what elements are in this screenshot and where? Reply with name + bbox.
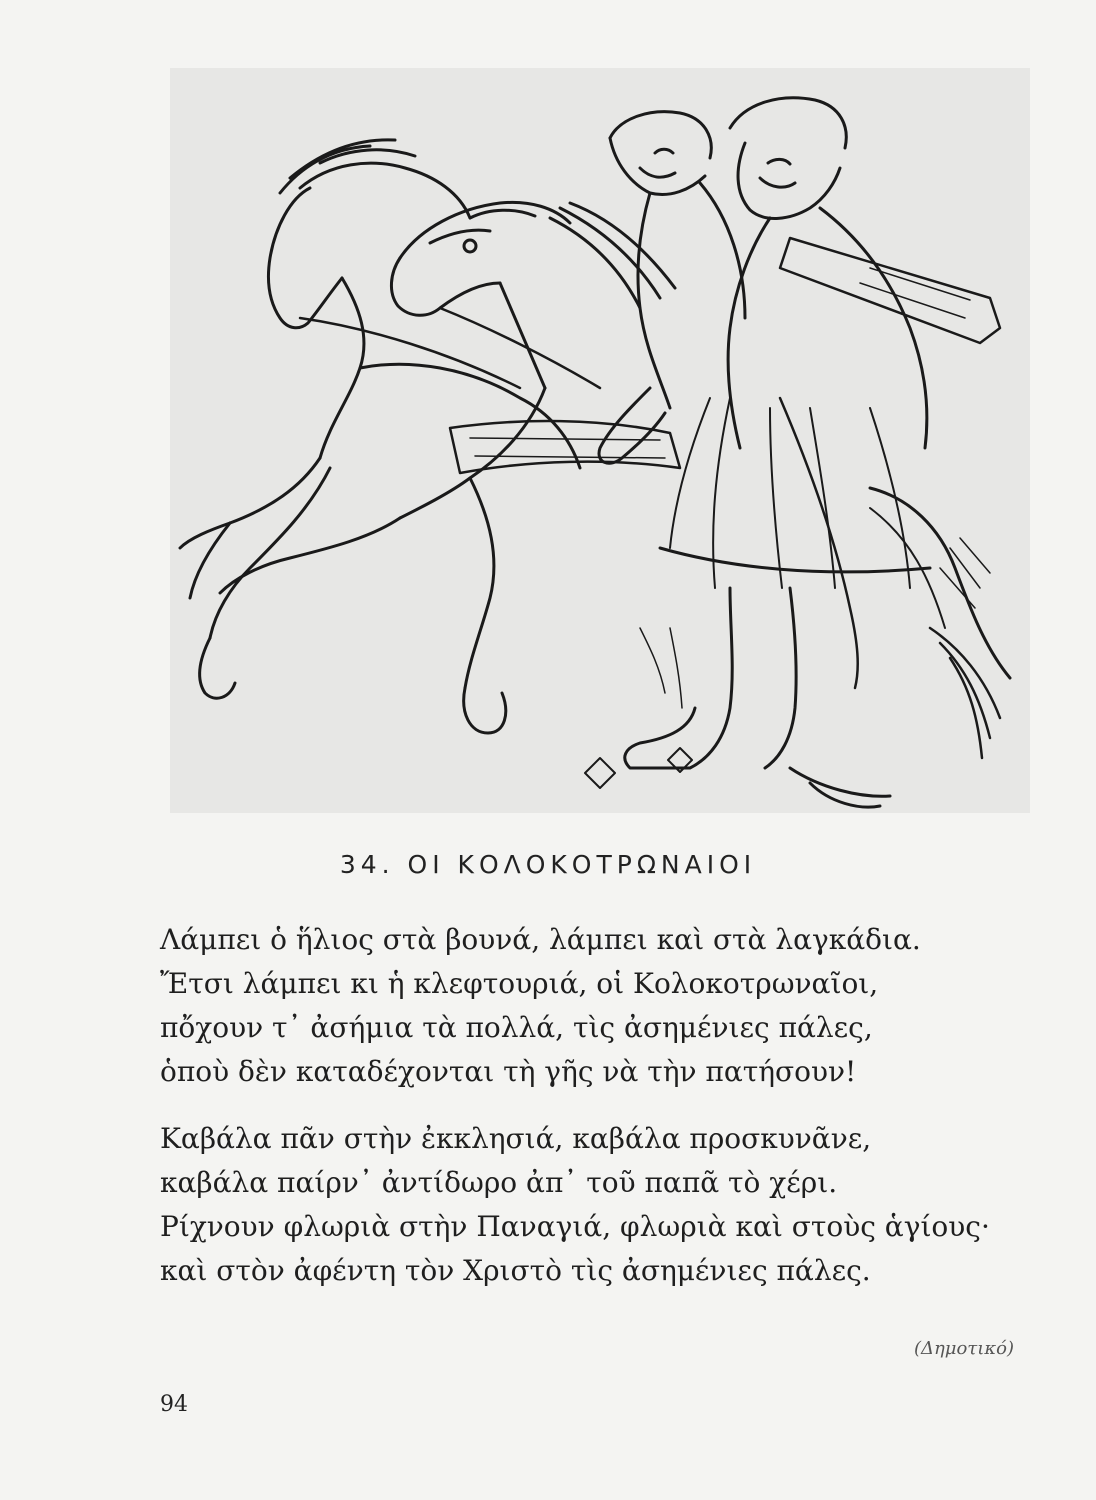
poem-source: (Δημοτικό) [913,1338,1014,1359]
poem-line: Λάμπει ὁ ἥλιος στὰ βουνά, λάμπει καὶ στὰ λαγκάδια. [160,923,921,956]
poem-title: 34. ΟΙ ΚΟΛΟΚΟΤΡΩΝΑΙΟΙ [339,850,757,879]
illustration-horsemen [170,68,1030,813]
stanza-2 [160,1117,1040,1293]
poem-line: καὶ στὸν ἀφέντη τὸν Χριστὸ τὶς ἀσημένιες πάλες. [160,1254,871,1287]
poem-line: Ρίχνουν φλωριὰ στὴν Παναγιά, φλωριὰ καὶ στοὺς ἁγίους· [160,1210,990,1243]
page-number: 94 [160,1392,188,1417]
poem-line: Ἔτσι λάμπει κι ἡ κλεφτουριά, οἱ Κολοκοτρωναῖοι, [160,967,879,1000]
poem-line: Καβάλα πᾶν στὴν ἐκκλησιά, καβάλα προσκυνᾶνε, [160,1122,872,1155]
horsemen-drawing [170,68,1030,813]
stanza-1 [160,918,1040,1094]
poem-line: καβάλα παίρν᾽ ἀντίδωρο ἀπ᾽ τοῦ παπᾶ τὸ χέρι. [160,1166,838,1199]
poem-line: πὄχουν τ᾽ ἀσήμια τὰ πολλά, τὶς ἀσημένιες πάλες, [160,1011,873,1044]
poem-line: ὁποὺ δὲν καταδέχονται τὴ γῆς νὰ τὴν πατήσουν! [160,1055,857,1088]
